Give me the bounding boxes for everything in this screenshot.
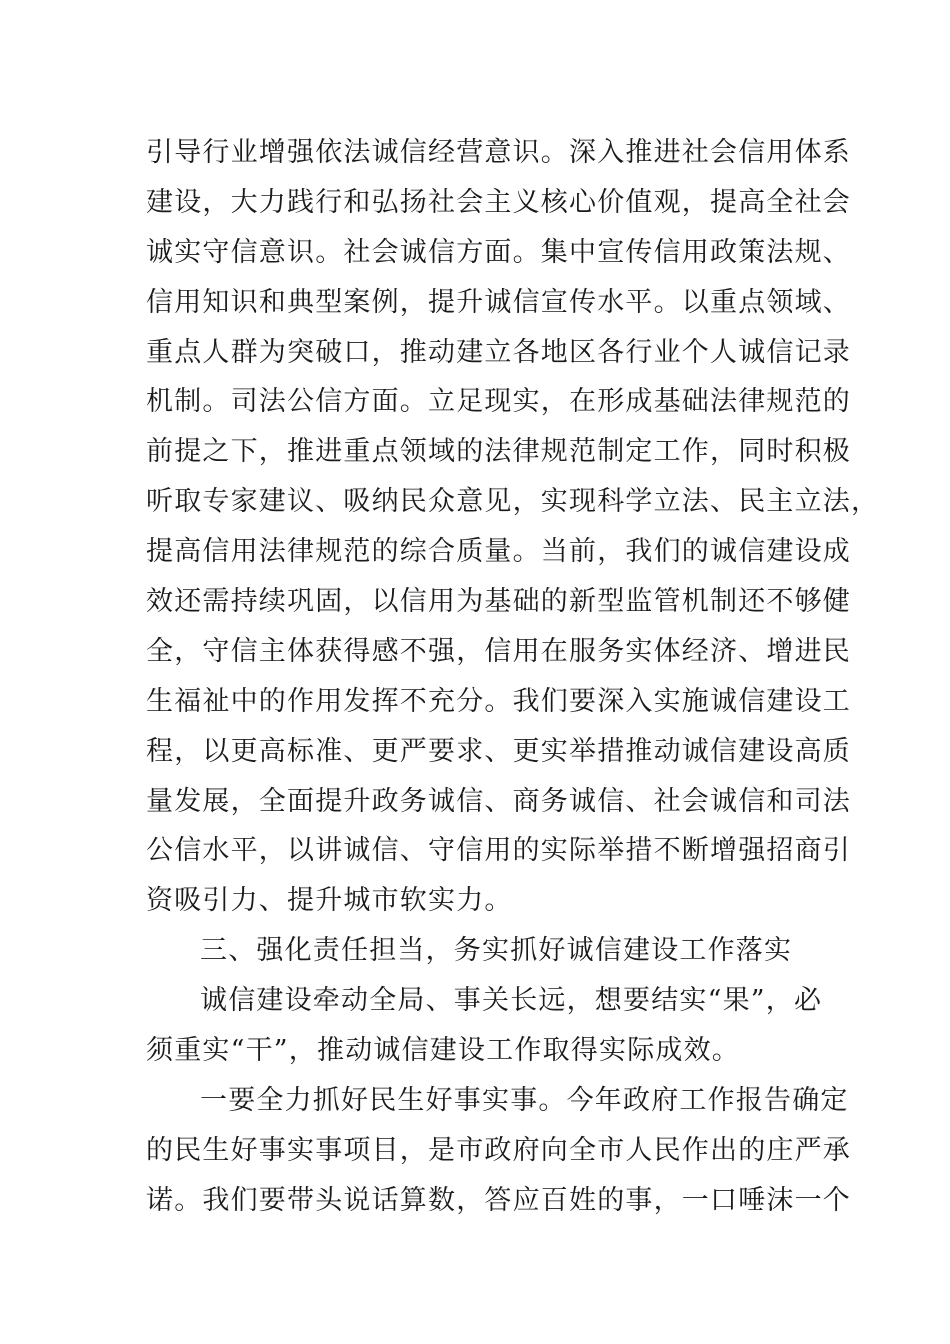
- text-line: 量发展，全面提升政务诚信、商务诚信、社会诚信和司法: [146, 785, 851, 817]
- text-line: 须重实“干”，推动诚信建设工作取得实际成效。: [146, 1035, 741, 1067]
- text-line: 建设，大力践行和弘扬社会主义核心价值观，提高全社会: [146, 186, 851, 218]
- text-line: 公信水平，以讲诚信、守信用的实际举措不断增强招商引: [146, 835, 851, 867]
- text-line: 效还需持续巩固，以信用为基础的新型监管机制还不够健: [146, 586, 851, 618]
- text-line: 提高信用法律规范的综合质量。当前，我们的诚信建设成: [146, 536, 851, 568]
- text-line: 诚信建设牵动全局、事关长远，想要结实“果”，必: [200, 985, 823, 1017]
- text-line: 重点人群为突破口，推动建立各地区各行业个人诚信记录: [146, 336, 851, 368]
- section-heading: 三、强化责任担当，务实抓好诚信建设工作落实: [200, 935, 793, 967]
- text-line: 程，以更高标准、更严要求、更实举措推动诚信建设高质: [146, 735, 851, 767]
- text-line: 一要全力抓好民生好事实事。今年政府工作报告确定: [200, 1084, 849, 1116]
- text-line: 引导行业增强依法诚信经营意识。深入推进社会信用体系: [146, 137, 851, 168]
- text-line: 信用知识和典型案例，提升诚信宣传水平。以重点领域、: [146, 286, 851, 318]
- text-line: 全，守信主体获得感不强，信用在服务实体经济、增进民: [146, 635, 851, 667]
- document-body: [146, 128, 880, 1226]
- text-line: 的民生好事实事项目，是市政府向全市人民作出的庄严承: [146, 1134, 851, 1166]
- text-line: 机制。司法公信方面。立足现实，在形成基础法律规范的: [146, 386, 851, 418]
- text-line: 前提之下，推进重点领域的法律规范制定工作，同时积极: [146, 436, 851, 468]
- text-line: 生福祉中的作用发挥不充分。我们要深入实施诚信建设工: [146, 685, 851, 717]
- text-line: 诺。我们要带头说话算数，答应百姓的事，一口唾沫一个: [146, 1184, 851, 1216]
- text-line: 资吸引力、提升城市软实力。: [146, 885, 513, 917]
- text-line: 诚实守信意识。社会诚信方面。集中宣传信用政策法规、: [146, 236, 851, 268]
- text-line: 听取专家建议、吸纳民众意见，实现科学立法、民主立法，: [146, 486, 880, 518]
